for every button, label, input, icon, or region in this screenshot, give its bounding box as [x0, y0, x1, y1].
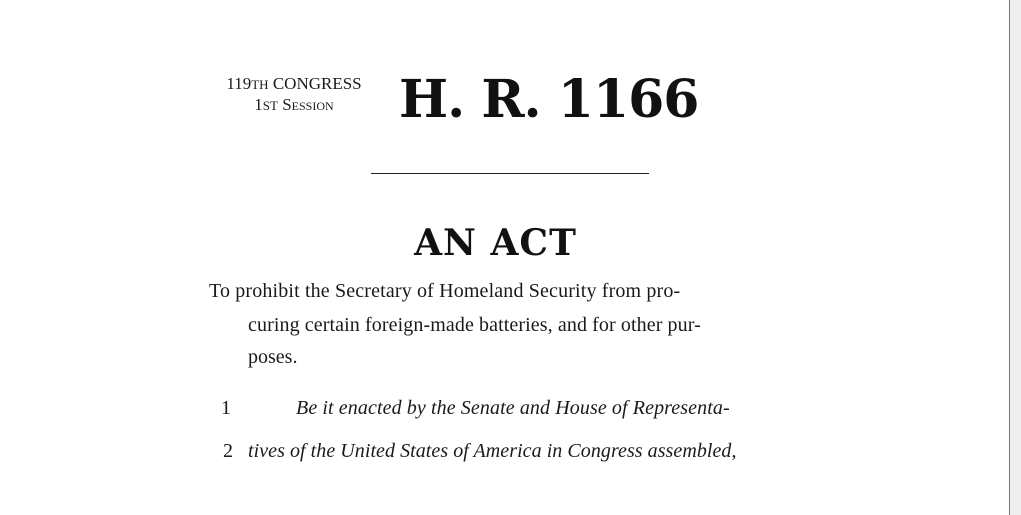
session-ordinal: ST	[262, 98, 278, 113]
session-word: Session	[282, 95, 334, 114]
act-title	[0, 220, 1021, 266]
purpose-line-1: To prohibit the Secretary of Homeland Security from pro-	[209, 280, 681, 302]
enacting-clause-line-2: tives of the United States of America in Congress assembled,	[248, 440, 737, 462]
session-line	[205, 95, 383, 116]
enacting-clause-line-1: Be it enacted by the Senate and House of Representa-	[296, 397, 730, 419]
congress-line	[205, 74, 383, 95]
line-number-2: 2	[223, 440, 233, 462]
session-number: 1	[254, 95, 263, 114]
act-title-text: AN ACT	[414, 222, 577, 264]
purpose-line-3: poses.	[248, 346, 298, 368]
purpose-line-2: curing certain foreign-made batteries, and for other pur-	[248, 314, 701, 336]
congress-word: CONGRESS	[272, 74, 362, 93]
congress-number: 119	[226, 74, 252, 93]
bill-number: H. R. 1166	[399, 69, 699, 130]
congress-ordinal: TH	[251, 77, 269, 92]
line-number-1: 1	[221, 397, 231, 419]
congress-session-block	[205, 74, 383, 116]
horizontal-rule	[371, 173, 649, 174]
viewer-background	[1010, 0, 1021, 515]
